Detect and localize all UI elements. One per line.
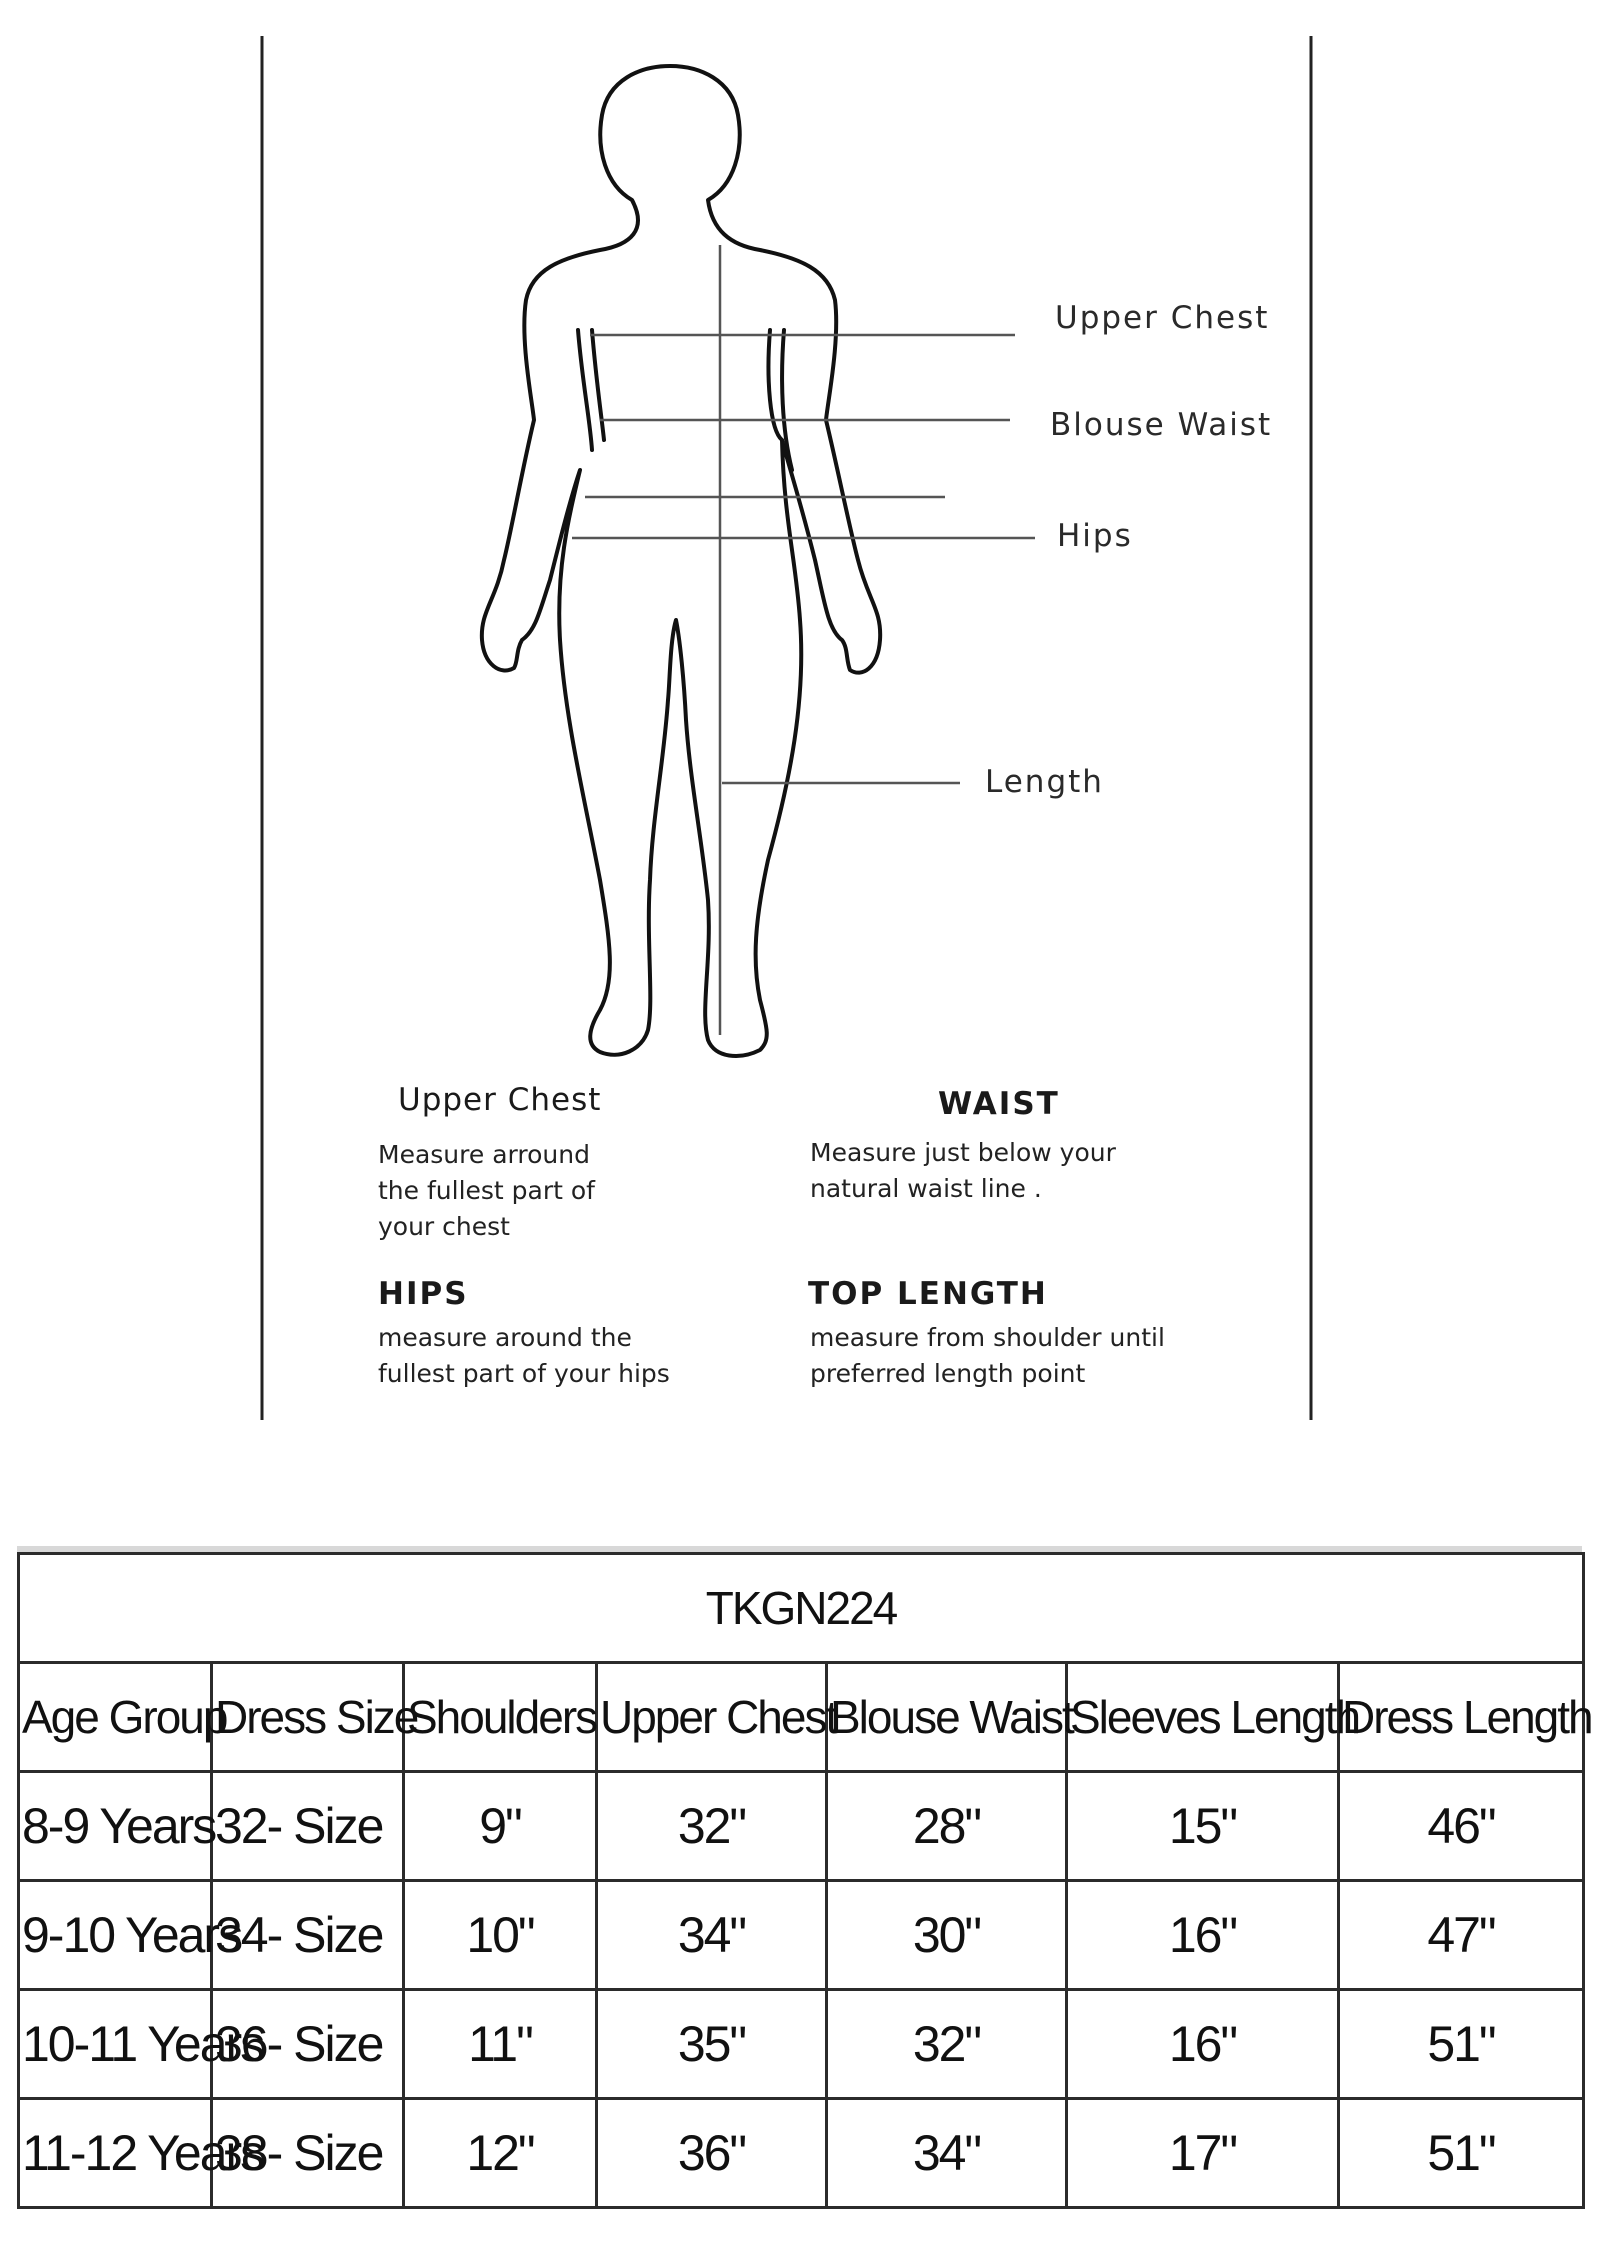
table-cell: 34" bbox=[597, 1881, 827, 1990]
table-cell: 51" bbox=[1339, 1990, 1584, 2099]
column-header: Dress Length bbox=[1339, 1663, 1584, 1772]
table-cell: 16" bbox=[1067, 1881, 1339, 1990]
table-row bbox=[19, 1772, 1584, 1881]
callout-blouse-waist: Blouse Waist bbox=[1050, 407, 1273, 443]
table-cell: 51" bbox=[1339, 2099, 1584, 2208]
guide-upper-chest-text: Measure arround the fullest part of your chest bbox=[378, 1140, 595, 1241]
table-cell: 30" bbox=[827, 1881, 1067, 1990]
table-title: TKGN224 bbox=[19, 1554, 1584, 1663]
column-header: Age Group bbox=[19, 1663, 212, 1772]
guide-hips-text: measure around the fullest part of your hips bbox=[378, 1323, 670, 1388]
table-cell: 32" bbox=[827, 1990, 1067, 2099]
callout-length: Length bbox=[985, 764, 1104, 800]
table-cell: 47" bbox=[1339, 1881, 1584, 1990]
table-cell: 38- Size bbox=[212, 2099, 404, 2208]
measurement-lines bbox=[572, 245, 1035, 1035]
callout-hips: Hips bbox=[1057, 518, 1133, 554]
guide-top-length-text: measure from shoulder until preferred length point bbox=[810, 1323, 1165, 1388]
table-cell: 16" bbox=[1067, 1990, 1339, 2099]
guide-upper-chest-heading: Upper Chest bbox=[398, 1082, 602, 1118]
table-cell: 28" bbox=[827, 1772, 1067, 1881]
size-chart-table bbox=[17, 1552, 1592, 2209]
table-cell: 15" bbox=[1067, 1772, 1339, 1881]
table-cell: 11" bbox=[404, 1990, 597, 2099]
table-cell: 17" bbox=[1067, 2099, 1339, 2208]
table-title-row bbox=[19, 1554, 1584, 1663]
guide-top-length-heading: TOP LENGTH bbox=[808, 1276, 1048, 1312]
table-cell: 34- Size bbox=[212, 1881, 404, 1990]
table-row bbox=[19, 1881, 1584, 1990]
column-header: Sleeves Length bbox=[1067, 1663, 1339, 1772]
table-cell: 9" bbox=[404, 1772, 597, 1881]
body-silhouette bbox=[482, 66, 880, 1056]
table-row bbox=[19, 1990, 1584, 2099]
column-header: Shoulders bbox=[404, 1663, 597, 1772]
guide-waist-heading: WAIST bbox=[938, 1086, 1060, 1122]
table-cell: 32- Size bbox=[212, 1772, 404, 1881]
callout-upper-chest: Upper Chest bbox=[1055, 300, 1270, 336]
column-header: Upper Chest bbox=[597, 1663, 827, 1772]
table-cell: 36" bbox=[597, 2099, 827, 2208]
table-header-row bbox=[19, 1663, 1584, 1772]
table-cell: 11-12 Years bbox=[19, 2099, 212, 2208]
column-header: Dress Size bbox=[212, 1663, 404, 1772]
table-cell: 34" bbox=[827, 2099, 1067, 2208]
table-cell: 10-11 Years bbox=[19, 1990, 212, 2099]
guide-hips-heading: HIPS bbox=[378, 1276, 469, 1312]
table-cell: 8-9 Years bbox=[19, 1772, 212, 1881]
table-cell: 36- Size bbox=[212, 1990, 404, 2099]
table-cell: 46" bbox=[1339, 1772, 1584, 1881]
table-cell: 10" bbox=[404, 1881, 597, 1990]
table-row bbox=[19, 2099, 1584, 2208]
table-cell: 9-10 Years bbox=[19, 1881, 212, 1990]
column-header: Blouse Waist bbox=[827, 1663, 1067, 1772]
guide-waist-text: Measure just below your natural waist line . bbox=[810, 1138, 1116, 1203]
table-cell: 32" bbox=[597, 1772, 827, 1881]
table-cell: 35" bbox=[597, 1990, 827, 2099]
table-cell: 12" bbox=[404, 2099, 597, 2208]
